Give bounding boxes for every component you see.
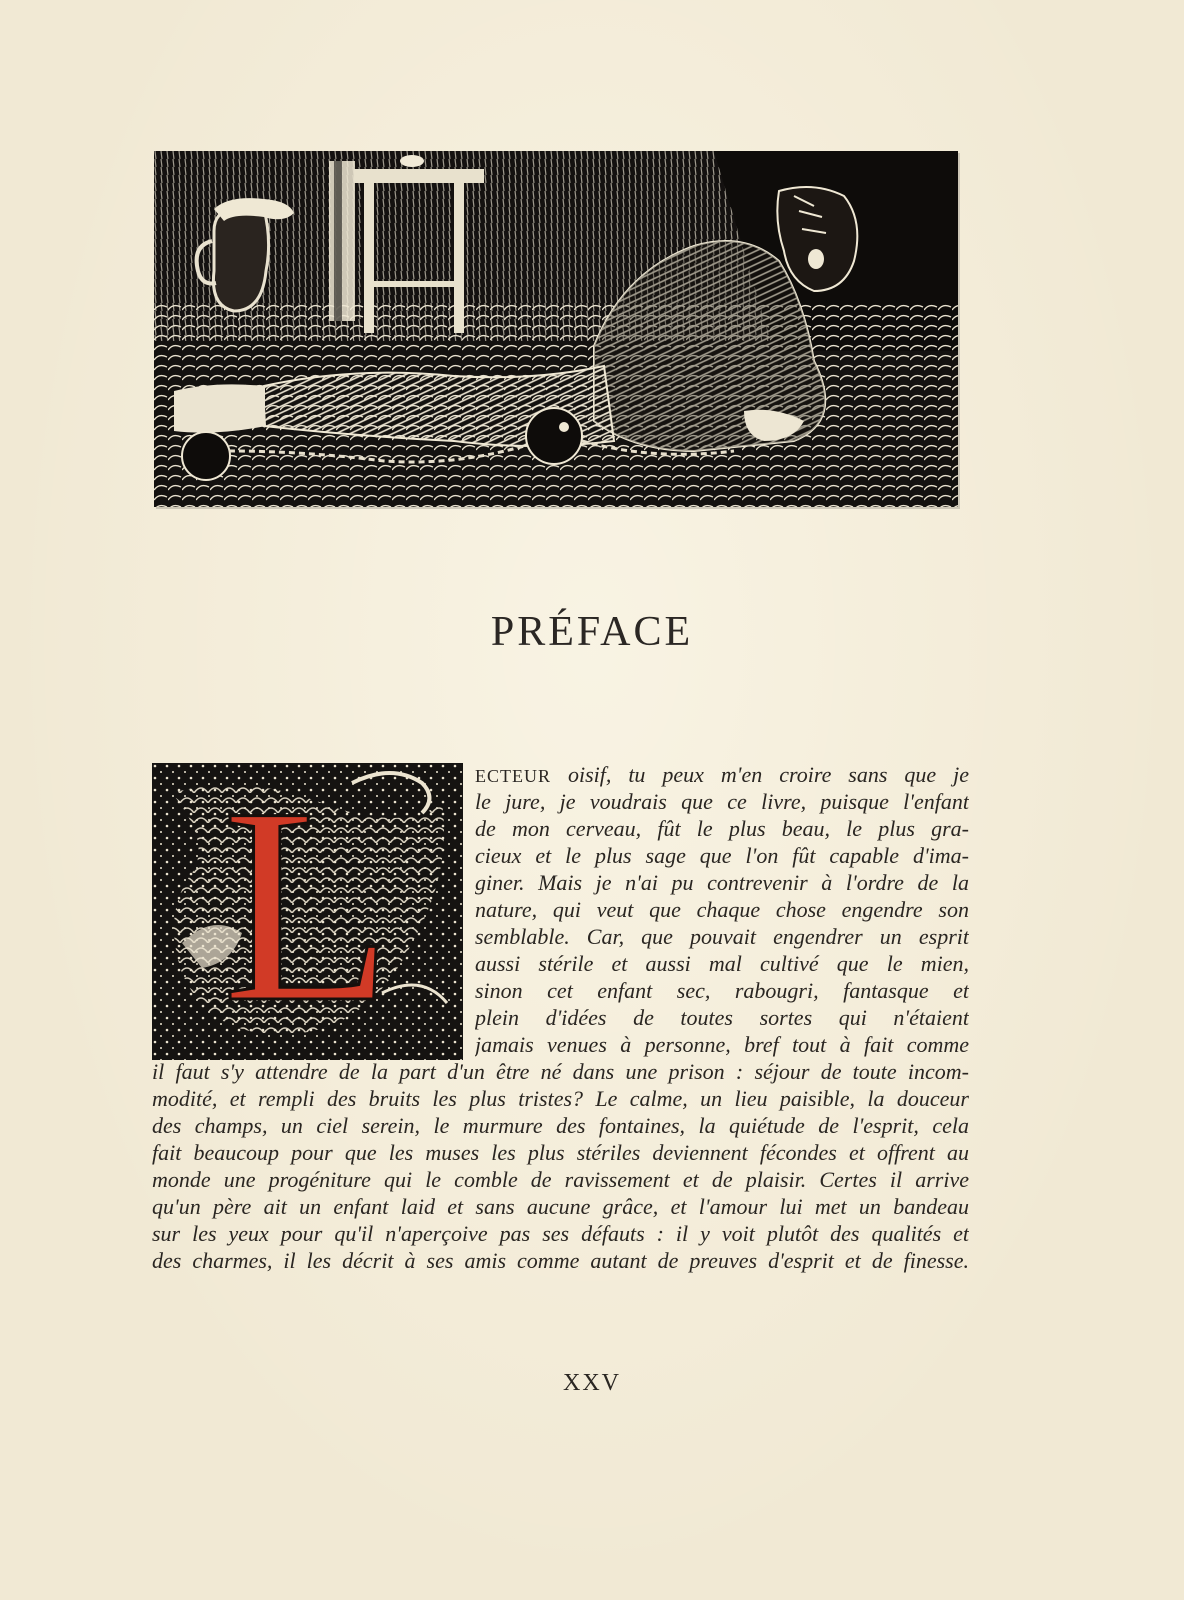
body-line-2: le jure, je voudrais que ce livre, puisque l'enfant	[475, 789, 969, 814]
body-line-15: fait beaucoup pour que les muses les plus stériles deviennent fécondes et offrent au	[152, 1140, 969, 1165]
body-line-5: giner. Mais je n'ai pu contrevenir à l'ordre de la	[475, 870, 969, 895]
body-line-11: jamais venues à personne, bref tout à fait comme	[475, 1032, 969, 1057]
body-line-13: modité, et rempli des bruits les plus tristes? Le calme, un lieu paisible, la douceur	[152, 1086, 969, 1111]
page-title: PRÉFACE	[490, 609, 694, 655]
dropcap-ornament	[152, 763, 463, 1060]
body-line-16: monde une progéniture qui le comble de ravissement et de plaisir. Certes il arrive	[152, 1167, 969, 1192]
body-line-17: qu'un père ait un enfant laid et sans aucune grâce, et l'amour lui met un bandeau	[152, 1194, 969, 1219]
body-line-14: des champs, un ciel serein, le murmure des fontaines, la quiétude de l'esprit, cela	[152, 1113, 969, 1138]
woodcut-prisoner-illustration	[154, 151, 958, 507]
body-line-19: des charmes, il les décrit à ses amis comme autant de preuves d'esprit et de finesse.	[152, 1248, 969, 1273]
body-line-7: semblable. Car, que pouvait engendrer un esprit	[475, 924, 969, 949]
body-line-18: sur les yeux pour qu'il n'aperçoive pas ses défauts : il y voit plutôt des qualités et	[152, 1221, 969, 1246]
body-line-3: de mon cerveau, fût le plus beau, le plus gra-	[475, 816, 969, 841]
body-line-12: il faut s'y attendre de la part d'un être né dans une prison : séjour de toute incom-	[152, 1059, 969, 1084]
body-line-4: cieux et le plus sage que l'on fût capable d'ima-	[475, 843, 969, 868]
body-line-10: plein d'idées de toutes sortes qui n'étaient	[475, 1005, 969, 1030]
dropcap-letter: L	[221, 763, 394, 1060]
woodcut-image	[154, 151, 958, 507]
body-line-1	[475, 762, 969, 789]
body-line-1-text: oisif, tu peux m'en croire sans que je	[551, 762, 969, 787]
body-line-6: nature, qui veut que chaque chose engendre son	[475, 897, 969, 922]
body-line-9: sinon cet enfant sec, rabougri, fantasque et	[475, 978, 969, 1003]
first-word: ECTEUR	[475, 766, 551, 786]
page-number: XXV	[563, 1370, 621, 1396]
body-line-8: aussi stérile et aussi mal cultivé que le mien,	[475, 951, 969, 976]
